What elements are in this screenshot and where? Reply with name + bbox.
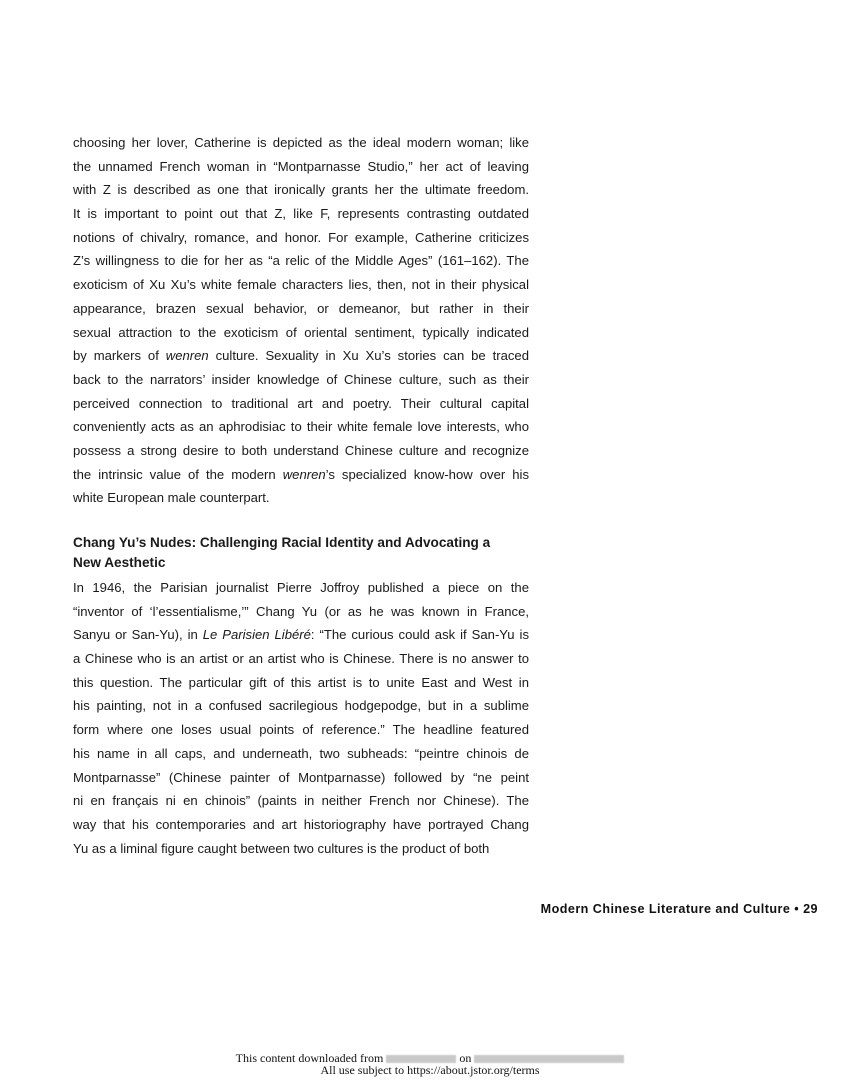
text-segment: his name in all caps, and underneath, two subheads: “peintre chinois de: [73, 745, 529, 761]
text-segment: Montparnasse” (Chinese painter of Montparnasse) followed by “ne peint: [73, 769, 529, 785]
text-segment: perceived connection to traditional art and poetry. Their cultural capital: [73, 395, 529, 411]
text-line: [73, 766, 529, 790]
text-line: [73, 131, 529, 155]
text-segment: back to the narrators’ insider knowledge of Chinese culture, such as their: [73, 371, 529, 387]
text-line: [73, 226, 529, 250]
text-line: [73, 155, 529, 179]
text-segment: : “The curious could ask if San-Yu is: [310, 627, 530, 643]
text-line: [73, 694, 529, 718]
text-segment: sexual attraction to the exoticism of oriental sentiment, typically indicated: [73, 324, 529, 340]
text-segment: conveniently acts as an aphrodisiac to their white female love interests, who: [73, 419, 529, 435]
text-line: [73, 178, 529, 202]
text-segment: “inventor of ‘l’essentialisme,’” Chang Yu (or as he was known in France,: [73, 603, 529, 619]
jstor-download-prefix: This content downloaded from: [235, 1051, 384, 1065]
text-line: [73, 837, 529, 861]
text-line: [73, 576, 529, 600]
text-segment: Z’s willingness to die for her as “a relic of the Middle Ages” (161–162). The: [73, 253, 529, 269]
text-line: [73, 463, 529, 487]
text-line: [73, 273, 529, 297]
text-segment: by markers of: [73, 348, 166, 364]
text-line: [73, 600, 529, 624]
text-segment: In 1946, the Parisian journalist Pierre Joffroy published a piece on the: [73, 580, 529, 595]
section-heading-line-1: Chang Yu’s Nudes: Challenging Racial Identity and Advocating a: [73, 535, 491, 550]
text-segment: white European male counterpart.: [73, 490, 270, 506]
text-line: [73, 439, 529, 463]
text-line: [73, 202, 529, 226]
text-segment: Sanyu or San-Yu), in: [73, 627, 203, 643]
text-line: [73, 486, 529, 510]
text-line: [73, 249, 529, 273]
text-segment: exoticism of Xu Xu’s white female characters lies, then, not in their physical: [73, 277, 529, 293]
text-segment: It is important to point out that Z, like F, represents contrasting outdated: [73, 206, 529, 222]
text-segment: his painting, not in a confused sacrilegious hodgepodge, but in a sublime: [73, 698, 529, 714]
running-footer: Modern Chinese Literature and Culture • 29: [540, 902, 818, 916]
jstor-download-on: on: [459, 1051, 472, 1065]
jstor-terms: All use subject to https://about.jstor.org/terms: [320, 1063, 540, 1077]
text-segment: notions of chivalry, romance, and honor. For example, Catherine criticizes: [73, 229, 529, 245]
text-segment: appearance, brazen sexual behavior, or demeanor, but rather in their: [73, 300, 529, 316]
text-segment: the unnamed French woman in “Montparnasse Studio,” her act of leaving: [73, 158, 529, 174]
text-segment: possess a strong desire to both understand Chinese culture and recognize: [73, 442, 529, 458]
text-segment: culture. Sexuality in Xu Xu’s stories can be traced: [208, 348, 529, 364]
text-line: [73, 368, 529, 392]
text-segment: this question. The particular gift of this artist is to unite East and West in: [73, 674, 529, 690]
text-segment: form where one loses usual points of reference.” The headline featured: [73, 722, 529, 738]
text-line: [73, 813, 529, 837]
text-segment: with Z is described as one that ironically grants her the ultimate freedom.: [73, 182, 529, 198]
italic-text: Le Parisien Libéré: [202, 627, 311, 643]
italic-text: wenren: [165, 348, 209, 364]
text-line: [73, 344, 529, 368]
text-segment: ’s specialized know-how over his: [325, 466, 529, 482]
text-line: [73, 415, 529, 439]
text-segment: a Chinese who is an artist or an artist who is Chinese. There is no answer to: [73, 651, 529, 667]
paragraph-2: [73, 576, 529, 860]
text-line: [73, 321, 529, 345]
text-line: [73, 623, 529, 647]
text-line: [73, 647, 529, 671]
text-line: [73, 671, 529, 695]
text-segment: Yu as a liminal figure caught between two cultures is the product of both: [73, 840, 490, 856]
text-segment: way that his contemporaries and art historiography have portrayed Chang: [73, 816, 529, 832]
text-line: [73, 742, 529, 766]
italic-text: wenren: [282, 466, 326, 482]
section-heading-line-2: New Aesthetic: [73, 555, 166, 570]
text-line: [73, 392, 529, 416]
paragraph-1: [73, 131, 529, 510]
text-segment: ni en français ni en chinois” (paints in neither French nor Chinese). The: [73, 793, 529, 809]
text-line: [73, 297, 529, 321]
section-heading: [73, 533, 529, 573]
text-line: [73, 718, 529, 742]
text-line: [73, 789, 529, 813]
text-segment: the intrinsic value of the modern: [73, 466, 283, 482]
text-segment: choosing her lover, Catherine is depicted as the ideal modern woman; like: [73, 135, 529, 150]
